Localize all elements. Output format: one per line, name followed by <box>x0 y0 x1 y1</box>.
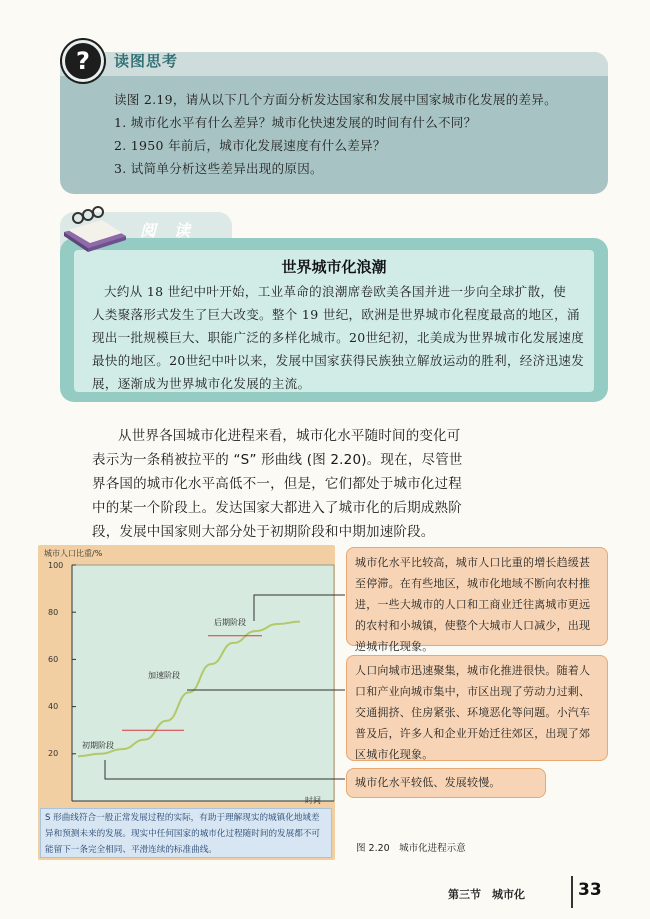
ytick-label: 20 <box>48 749 59 758</box>
reading-line: 最快的地区。20世纪中叶以来，发展中国家获得民族独立解放运动的胜利，经济迅速发 <box>92 353 585 368</box>
footer-divider <box>571 876 573 908</box>
ytick-label: 100 <box>48 561 64 570</box>
reading-title: 阅读 <box>140 221 209 240</box>
body-line: 表示为一条稍被拉平的 “S” 形曲线 (图 2.20)。现在，尽管世 <box>92 452 463 468</box>
question-icon: ? <box>62 40 104 82</box>
footer-section-title: 第三节 城市化 <box>448 888 525 901</box>
ytick-label: 40 <box>48 702 59 711</box>
figure-note: S 形曲线符合一般正常发展过程的实际，有助于理解现实的城镇化地域差异和预测未来的发展。现实中任何国家的城市化过程随时间的发展都不可能留下一条完全相同、平滑连续的标准曲线。 <box>40 808 332 858</box>
reading-heading: 世界城市化浪潮 <box>281 258 387 276</box>
callout-late-stage: 城市化水平比较高，城市人口比重的增长趋缓甚至停滞。在有些地区，城市化地域不断向农村推进，一些大城市的人口和工商业迁往离城市更远的农村和小城镇，使整个大城市人口减少，出现逆城市化现象。 <box>346 547 608 646</box>
think-title: 读图思考 <box>114 52 179 70</box>
reading-line: 现出一批规模巨大、职能广泛的多样化城市。20世纪初，北美成为世界城市化发展速度 <box>92 330 585 345</box>
callout-early-stage: 城市化水平较低、发展较慢。 <box>346 768 546 798</box>
connector-early <box>105 760 345 779</box>
callout-mid-stage: 人口向城市迅速聚集，城市化推进很快。随着人口和产业向城市集中，市区出现了劳动力过剩、交通拥挤、住房紧张、环境恶化等问题。小汽车普及后，许多人和企业开始迁往郊区，出现了郊区城市化现象。 <box>346 655 608 761</box>
body-line: 中的某一个阶段上。发达国家大都进入了城市化的后期成熟阶 <box>92 500 462 516</box>
stage-early-label: 初期阶段 <box>82 741 114 750</box>
ytick-label: 60 <box>48 655 59 664</box>
stage-mid-label: 加速阶段 <box>148 671 180 680</box>
body-line: 段，发展中国家则大部分处于初期阶段和中期加速阶段。 <box>92 524 435 540</box>
x-axis-label: 时间 <box>305 796 321 805</box>
page-number: 33 <box>578 880 602 900</box>
ytick-label: 80 <box>48 608 59 617</box>
figure-caption: 图 2.20 城市化进程示意 <box>356 843 466 854</box>
body-line: 界各国的城市化水平高低不一，但是，它们都处于城市化过程 <box>92 476 462 492</box>
connector-late <box>254 595 345 621</box>
think-line: 2. 1950 年前后，城市化发展速度有什么差异？ <box>114 138 386 153</box>
reading-line: 大约从 18 世纪中叶开始，工业革命的浪潮席卷欧美各国并进一步向全球扩散，使 <box>104 284 567 299</box>
reading-line: 展，逐渐成为世界城市化发展的主流。 <box>92 376 311 391</box>
think-line: 1. 城市化水平有什么差异？城市化快速发展的时间有什么不同？ <box>114 115 477 130</box>
y-axis-label: 城市人口比重/% <box>44 549 103 558</box>
think-line: 读图 2.19，请从以下几个方面分析发达国家和发展中国家城市化发展的差异。 <box>114 92 557 107</box>
think-line: 3. 试简单分析这些差异出现的原因。 <box>114 161 323 176</box>
reading-line: 人类聚落形式发生了巨大改变。整个 19 世纪，欧洲是世界城市化程度最高的地区，涌 <box>92 307 580 322</box>
body-line: 从世界各国城市化进程来看，城市化水平随时间的变化可 <box>118 428 461 444</box>
stage-late-label: 后期阶段 <box>214 618 246 627</box>
